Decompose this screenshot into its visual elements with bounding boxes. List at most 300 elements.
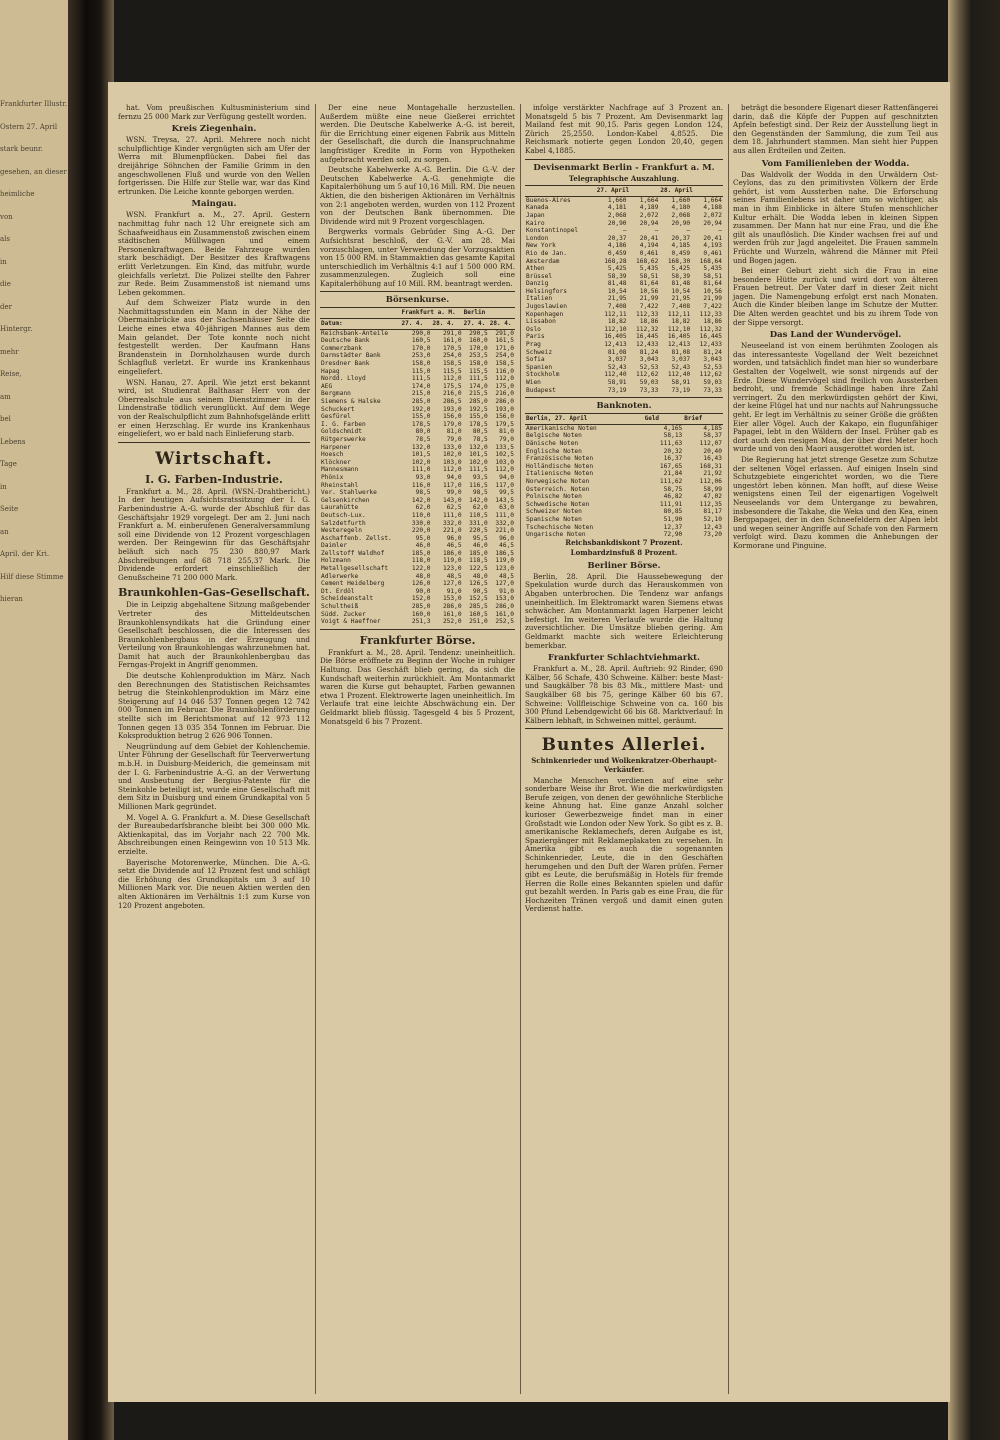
paragraph: Das Waldvolk der Wodda in den Urwäldern Ost-Ceylons, das zu den primitivsten Völkern der Erde gehört, ist vom Aussterben nahe. Die Erforschung seines Familienlebens ist daher um so wichtiger, als man in ihm Einblicke in ältere Stufen menschlicher Kultur erhält. Die Wodda leben in kleinen Sippen zusammen. Der Mann hat nur eine Frau, und die Ehe gilt als unauflöslich. Die Kinder wachsen frei auf und werden früh zur Jagd angeleitet. Die Frauen sammeln Früchte und Wurzeln, während die Männer mit Pfeil und Bogen jagen. xyxy=(733,169,938,265)
row-value: 20,94 xyxy=(703,219,722,227)
table-row xyxy=(525,516,723,524)
row-value: 111,0 xyxy=(411,466,431,474)
row-value: 332,0 xyxy=(495,519,514,527)
row-value: 112,0 xyxy=(442,466,462,474)
row-label: Rütgerswerke xyxy=(321,435,366,443)
row-value: 123,0 xyxy=(442,565,462,573)
paragraph: WSN. Frankfurt a. M., 27. April. Gestern nachmittag fuhr nach 12 Uhr ereignete sich am Schaafweidhaus ein Zusammenstoß zwischen einem städtischen Müllwagen und einem Personenkraftwagen. Beide Fahrzeuge wurden stark beschädigt. Der Besitzer des Kraftwagens erlitt Verletzungen. Ein Kind, das mitfuhr, wurde gleichfalls verletzt. Die Polizei stellte den Fahrer zur Rede. Beim Zusammenstoß ist niemand ums Leben gekommen. xyxy=(118,210,310,297)
row-value: 12,413 xyxy=(667,341,691,349)
newspaper-page xyxy=(108,82,950,1402)
paragraph: hat. Vom preußischen Kultusministerium sind fernzu 25 000 Mark zur Verfügung gestellt worden. xyxy=(118,103,310,121)
table-header: Berlin xyxy=(463,308,515,319)
row-value: 116,5 xyxy=(469,481,488,489)
row-value: 46,0 xyxy=(415,542,431,550)
row-label: Holländische Noten xyxy=(526,462,594,470)
row-value: 52,43 xyxy=(607,363,627,371)
row-value: 186,0 xyxy=(442,549,462,557)
row-label: Helsingfors xyxy=(526,287,567,295)
row-label: Sofia xyxy=(526,356,545,364)
row-label: Athen xyxy=(526,265,545,273)
paragraph: Neuseeland ist von einem berühmten Zoologen als das interessanteste Vogelland der Welt bezeichnet worden, und tatsächlich findet man hier so wunderbare Gestalten der Vogelwelt, wie sonst nirgends auf der Erde. Diese Wundervögel sind freilich von Aussterben bedroht, und fremde Schädlinge haben ihre Zahl verringert. Zu den merkwürdigsten gehört der Kiwi, der keine Flügel hat und nur nachts auf Nahrungssuche geht. Er legt im Verhältnis zu seiner Größe die größten Eier aller Vögel. Auch der Kakapo, ein flugunfähiger Papagei, lebt in den Wäldern der Insel. Früher gab es dort auch den riesigen Moa, der über drei Meter hoch wurde und von den Maori ausgerottet worden ist. xyxy=(733,341,938,454)
row-label: Prag xyxy=(526,341,541,349)
row-value: 58,51 xyxy=(639,272,659,280)
row-value: 5,435 xyxy=(639,265,659,273)
row-value: 112,11 xyxy=(667,310,691,318)
row-value: 123,0 xyxy=(495,565,514,573)
row-value: 3,043 xyxy=(703,356,722,364)
banknote-table xyxy=(525,413,723,539)
row-value: 21,95 xyxy=(671,295,691,303)
row-value: 2,068 xyxy=(671,211,691,219)
table-row xyxy=(320,557,515,565)
row-value: 90,0 xyxy=(415,587,431,595)
row-value: 16,405 xyxy=(667,333,691,341)
table-row xyxy=(320,512,515,520)
gutter-text-line: Tage xyxy=(0,460,17,468)
row-value: 220,5 xyxy=(469,527,488,535)
row-label: Aschaffenb. Zellst. xyxy=(321,534,392,542)
row-value: 192,5 xyxy=(469,405,488,413)
row-label: Schultheiß xyxy=(321,603,359,611)
table-row xyxy=(525,273,723,281)
row-value: 152,5 xyxy=(469,595,488,603)
row-value: 58,51 xyxy=(703,272,722,280)
table-row xyxy=(320,383,515,391)
table-row xyxy=(525,463,723,471)
row-value: 167,65 xyxy=(659,462,683,470)
row-value: 98,5 xyxy=(415,489,431,497)
paragraph: Neugründung auf dem Gebiet der Kohlenchemie. Unter Führung der Gesellschaft für Teerverwertung m.b.H. in Duisburg-Meiderich, die gemeinsam mit der I. G. Farbenindustrie A.-G. an der Verwertung und Ausbeutung der Bergius-Patente für die Steinkohle beteiligt ist, wurde eine Gesellschaft mit dem Sitz in Duisburg und einem Grundkapital von 5 Millionen Mark gegründet. xyxy=(118,741,310,811)
row-label: Lissabon xyxy=(526,318,556,326)
row-value: 122,5 xyxy=(469,565,488,573)
table-row xyxy=(525,493,723,501)
row-value: 103,0 xyxy=(495,458,514,466)
table-row xyxy=(320,580,515,588)
table-row xyxy=(525,478,723,486)
row-value: 12,413 xyxy=(604,341,627,349)
row-value: 10,56 xyxy=(639,287,659,295)
row-value: 115,5 xyxy=(469,367,488,375)
row-value: 18,86 xyxy=(703,318,722,326)
row-label: Deutsch-Lux. xyxy=(321,511,366,519)
row-value: 126,0 xyxy=(411,580,431,588)
row-value: 3,043 xyxy=(639,356,659,364)
row-value: 99,5 xyxy=(499,489,514,497)
row-value: 185,0 xyxy=(411,549,431,557)
row-value: 81,0 xyxy=(499,428,514,436)
table-row xyxy=(320,368,515,376)
row-value: 290,0 xyxy=(411,329,431,337)
divider xyxy=(320,291,515,292)
row-label: Jugoslawien xyxy=(526,303,567,311)
currency-table xyxy=(525,185,723,394)
table-row xyxy=(525,364,723,372)
row-label: Rio de Jan. xyxy=(526,249,567,257)
table-row xyxy=(525,333,723,341)
row-label: Mannesmann xyxy=(321,466,359,474)
row-value: 254,0 xyxy=(495,352,514,360)
row-value: 48,0 xyxy=(472,572,488,580)
row-value: 12,37 xyxy=(663,523,683,531)
row-label: Tschechische Noten xyxy=(526,523,594,531)
row-label: Ungarische Noten xyxy=(526,531,586,539)
row-label: Scheideanstalt xyxy=(321,595,374,603)
row-value: 46,0 xyxy=(472,542,488,550)
row-value: 119,0 xyxy=(442,557,462,565)
table-row xyxy=(320,520,515,528)
gutter-text-line: Ostern 27. April xyxy=(0,122,58,131)
table-row xyxy=(525,311,723,319)
row-value: 12,433 xyxy=(636,341,659,349)
row-value: 221,0 xyxy=(442,527,462,535)
row-value: 174,0 xyxy=(469,382,488,390)
row-value: 174,0 xyxy=(411,382,431,390)
row-label: Italien xyxy=(526,295,553,303)
table-row xyxy=(525,387,723,395)
gutter-text-line: in xyxy=(0,482,7,491)
row-value: 152,0 xyxy=(411,595,431,603)
wirtschaft-heading: Wirtschaft. xyxy=(155,448,273,469)
table-row xyxy=(320,436,515,444)
gutter-text-line: Hintergr. xyxy=(0,325,33,333)
paragraph: Frankfurt a. M., 28. April. Auftrieb: 92 Rinder, 690 Kälber, 56 Schafe, 430 Schweine. Kälber: beste Mast- und Saugkälber 78 bis 83 Mk., mittlere Mast- und Saugkälber 68 bis 75, geringe Kälber 60 bis 67. Schweine: Vollfleischige Schweine von ca. 160 bis 300 Pfund Lebendgewicht 66 bis 68. Marktverlauf: In Kälbern lebhaft, in Schweinen mittel, geräumt. xyxy=(525,664,723,725)
row-label: Schuckert xyxy=(321,405,355,413)
row-label: AEG xyxy=(321,382,333,390)
lombard-rate: Lombardzinsfuß 8 Prozent. xyxy=(570,548,678,558)
row-value: 0,461 xyxy=(639,249,659,257)
row-value: 78,5 xyxy=(415,435,431,443)
row-label: Schweizer Noten xyxy=(526,508,582,516)
table-row xyxy=(320,542,515,550)
row-label: London xyxy=(526,234,549,242)
table-row xyxy=(525,204,723,212)
gutter-text-line: Frankfurter Illustr. xyxy=(0,100,68,108)
row-value: 153,0 xyxy=(495,595,514,603)
gutter-text-line: mehr xyxy=(0,347,19,356)
table-row xyxy=(320,565,515,573)
row-value: 118,0 xyxy=(411,557,431,565)
row-label: Siemens & Halske xyxy=(321,398,381,405)
row-value: 12,43 xyxy=(703,523,722,531)
row-value: 168,31 xyxy=(699,462,722,470)
table-row xyxy=(525,303,723,311)
row-value: 110,0 xyxy=(411,511,431,519)
section-heading: Frankfurter Schlachtviehmarkt. xyxy=(547,653,701,664)
table-row xyxy=(525,508,723,516)
row-value: 81,64 xyxy=(639,280,659,288)
row-value: 133,0 xyxy=(442,443,462,451)
row-value: 215,5 xyxy=(469,390,488,398)
table-row xyxy=(320,406,515,414)
book-binding-edge xyxy=(948,0,1000,1440)
section-heading: Berliner Börse. xyxy=(587,560,661,571)
row-value: 285,0 xyxy=(469,398,488,405)
table-row xyxy=(525,455,723,463)
row-label: Schwedische Noten xyxy=(526,500,590,508)
row-value: 81,64 xyxy=(703,280,722,288)
row-value: 20,40 xyxy=(703,447,722,455)
row-value: 112,62 xyxy=(636,371,659,379)
row-value: 286,0 xyxy=(495,603,514,611)
row-label: Brüssel xyxy=(526,272,553,280)
row-label: Dt. Erdöl xyxy=(321,587,355,595)
gutter-text-line: am xyxy=(0,392,11,401)
row-value: 12,433 xyxy=(699,341,722,349)
column-3 xyxy=(525,104,723,916)
row-label: Adlerwerke xyxy=(321,572,359,580)
row-value: 81,24 xyxy=(639,348,659,356)
table-header: Frankfurt a. M. xyxy=(400,308,462,319)
row-value: 156,0 xyxy=(495,413,514,421)
row-value: 4,165 xyxy=(663,424,683,432)
row-value: 160,0 xyxy=(469,337,488,345)
row-value: 80,0 xyxy=(415,428,431,436)
row-value: 161,5 xyxy=(495,337,514,345)
row-value: — xyxy=(654,227,659,235)
table-row xyxy=(320,345,515,353)
row-value: 112,06 xyxy=(699,477,722,485)
paragraph: Berlin, 28. April. Die Haussebewegung der Spekulation wurde durch das Herauskommen von Abgaben unterbrochen. Die Tendenz war anfangs uneinheitlich. Im Elektromarkt waren Siemens etwas schwächer. Am Montanmarkt lagen Harpener leicht befestigt. Im weiteren Verlaufe wurde die Haltung zuversichtlicher. Die Umsätze blieben gering. Am Geldmarkt machte sich weitere Erleichterung bemerkbar. xyxy=(525,571,723,650)
row-value: 20,41 xyxy=(703,234,722,242)
table-header: Brief xyxy=(683,414,723,425)
row-value: 118,5 xyxy=(469,557,488,565)
table-row xyxy=(320,398,515,406)
table-row xyxy=(320,535,515,543)
row-label: Konstantinopel xyxy=(526,227,579,235)
row-value: 112,40 xyxy=(667,371,691,379)
row-value: 7,422 xyxy=(703,303,722,311)
row-value: 4,181 xyxy=(607,204,627,212)
row-value: — xyxy=(686,227,691,235)
row-value: 143,5 xyxy=(495,496,514,504)
paragraph: Bei einer Geburt zieht sich die Frau in eine besondere Hütte zurück und wird dort von älteren Frauen betreut. Der Vater darf in dieser Zeit nicht jagen. Die Namengebung erfolgt erst nach Monaten. Auch die Kinder bleiben lange im Schutze der Mutter. Die Alten werden geachtet und bis zu ihrem Tode von der Sippe versorgt. xyxy=(733,266,938,327)
row-value: 112,32 xyxy=(699,325,722,333)
row-label: Italienische Noten xyxy=(526,470,594,478)
row-value: 251,3 xyxy=(411,618,431,626)
gutter-text-line: April. der Kri. xyxy=(0,550,50,558)
row-value: 16,445 xyxy=(699,333,722,341)
gutter-text-line: als xyxy=(0,235,11,243)
row-label: Buenos-Aires xyxy=(526,196,571,204)
row-value: 18,86 xyxy=(639,318,659,326)
row-label: Danzig xyxy=(526,280,549,288)
row-label: Salzdetfurth xyxy=(321,519,366,527)
row-value: 216,0 xyxy=(495,390,514,398)
row-label: Belgische Noten xyxy=(526,432,582,440)
table-row xyxy=(525,235,723,243)
row-value: 80,85 xyxy=(663,508,683,516)
row-value: 20,94 xyxy=(639,219,659,227)
row-value: 132,0 xyxy=(469,443,488,451)
row-value: 168,64 xyxy=(699,257,722,265)
row-label: Laurahütte xyxy=(321,504,359,512)
row-value: 98,5 xyxy=(472,489,488,497)
table-row xyxy=(525,227,723,235)
row-value: 115,0 xyxy=(411,367,431,375)
row-value: 95,0 xyxy=(415,534,431,542)
gutter-text-line: die xyxy=(0,280,11,288)
table-header: 27. 4. xyxy=(400,319,431,330)
section-subheading: Schinkenrieder und Wolkenkratzer-Oberhaupt-Verkäufer. xyxy=(531,756,717,774)
row-value: 285,0 xyxy=(411,398,431,405)
row-label: I. G. Farben xyxy=(321,420,366,428)
row-value: 112,0 xyxy=(495,375,514,383)
row-label: Zellstoff Waldhof xyxy=(321,549,385,557)
paragraph: Die in Leipzig abgehaltene Sitzung maßgebender Vertreter des Mitteldeutschen Braunkohlensyndikats hat die Gründung einer Gesellschaft beschlossen, die die Interessen des Braunkohlenbergbaus in der Erzeugung und Verteilung von Braunkohlengas wahrzunehmen hat. Damit hat auch der Braunkohlenbergbau das Ferngas-Projekt in Angriff genommen. xyxy=(118,600,310,670)
row-value: 252,0 xyxy=(442,618,462,626)
row-value: 73,33 xyxy=(703,386,722,394)
row-value: 5,435 xyxy=(703,265,722,273)
table-row xyxy=(525,326,723,334)
row-value: 18,82 xyxy=(671,318,691,326)
table-row xyxy=(525,280,723,288)
row-label: Harpener xyxy=(321,443,351,451)
row-value: 160,0 xyxy=(411,610,431,618)
table-header: 28. 4. xyxy=(489,319,515,330)
row-value: 252,5 xyxy=(495,618,514,626)
table-row xyxy=(525,440,723,448)
row-value: 4,186 xyxy=(607,242,627,250)
row-value: 116,0 xyxy=(495,367,514,375)
row-value: 117,0 xyxy=(495,481,514,489)
table-row xyxy=(320,428,515,436)
row-value: 21,99 xyxy=(703,295,722,303)
row-value: 48,0 xyxy=(415,572,431,580)
section-heading: Vom Familienleben der Wodda. xyxy=(761,158,910,169)
table-row xyxy=(320,466,515,474)
gutter-text-line: der xyxy=(0,302,12,311)
buntes-allerlei-heading: Buntes Allerlei. xyxy=(541,735,707,756)
column-1 xyxy=(118,104,310,912)
row-value: 161,0 xyxy=(442,337,462,345)
row-value: 48,5 xyxy=(446,572,462,580)
table-row xyxy=(320,618,515,626)
row-label: Bergmann xyxy=(321,390,351,398)
table-row xyxy=(525,470,723,478)
row-label: Holzmann xyxy=(321,557,351,565)
row-value: 73,19 xyxy=(607,386,627,394)
row-value: 16,445 xyxy=(636,333,659,341)
row-value: 168,62 xyxy=(636,257,659,265)
row-value: 119,0 xyxy=(495,557,514,565)
section-heading: Braunkohlen-Gas-Gesellschaft. xyxy=(118,586,310,600)
paragraph: WSN. Treysa, 27. April. Mehrere noch nicht schulpflichtige Kinder vergnügten sich am Ufer der Werra mit Blumenpflücken. Dabei fiel das dreijährige Söhnchen der Familie Grimm in den angeschwollenen Fluß und wurde von den Wellen fortgerissen. Die Hilfe zur Stelle war, war das Kind ertrunken. Die Leiche konnte geborgen werden. xyxy=(118,135,310,196)
table-row xyxy=(525,448,723,456)
row-value: 111,62 xyxy=(659,477,683,485)
left-page-gutter xyxy=(0,0,75,1440)
table-title: Börsenkurse. xyxy=(385,295,450,306)
row-value: 16,43 xyxy=(703,455,722,463)
row-value: 220,0 xyxy=(411,527,431,535)
row-value: 1,660 xyxy=(607,196,627,204)
row-value: 111,63 xyxy=(659,439,683,447)
row-value: 112,32 xyxy=(636,325,659,333)
table-row xyxy=(320,573,515,581)
paragraph: beträgt die besondere Eigenart dieser Rattenfängerei darin, daß die Köpfe der Puppen auf geschnitzten Apfeln befestigt sind. Der Reiz der Ausstellung liegt in den Gegenständen der Sammlung, die zum Teil aus dem 18. Jahrhundert stammen. Man sieht hier Puppen aus allen Erdteilen und Zeiten. xyxy=(733,103,938,155)
row-value: 221,0 xyxy=(495,527,514,535)
row-label: Spanische Noten xyxy=(526,515,582,523)
row-value: 4,194 xyxy=(639,242,659,250)
divider xyxy=(118,442,310,443)
row-value: 158,5 xyxy=(442,360,462,368)
table-row xyxy=(320,527,515,535)
row-value: 111,5 xyxy=(469,466,488,474)
row-label: Dresdner Bank xyxy=(321,360,370,368)
table-row xyxy=(320,550,515,558)
row-label: Hapag xyxy=(321,367,340,375)
row-value: 93,5 xyxy=(472,473,488,481)
row-label: Budapest xyxy=(526,386,556,394)
row-value: 330,0 xyxy=(411,519,431,527)
row-value: 155,0 xyxy=(411,413,431,421)
gutter-text-line: bel xyxy=(0,415,11,423)
row-value: 216,0 xyxy=(442,390,462,398)
row-value: 16,37 xyxy=(663,455,683,463)
row-value: 112,0 xyxy=(442,375,462,383)
row-value: 20,37 xyxy=(671,234,691,242)
table-row xyxy=(525,432,723,440)
column-2 xyxy=(320,104,515,728)
row-value: 81,08 xyxy=(607,348,627,356)
row-label: Ver. Stahlwerke xyxy=(321,489,377,497)
row-value: 112,11 xyxy=(604,310,627,318)
table-row xyxy=(320,504,515,512)
row-value: 158,0 xyxy=(411,360,431,368)
row-value: 143,0 xyxy=(442,496,462,504)
table-row xyxy=(525,220,723,228)
row-label: Französische Noten xyxy=(526,455,594,463)
row-value: 59,03 xyxy=(703,379,722,386)
gutter-text-line: Hilf diese Stimme xyxy=(0,572,64,581)
row-value: 155,0 xyxy=(469,413,488,421)
row-value: 47,02 xyxy=(703,493,722,501)
table-header: Geld xyxy=(644,414,684,425)
table-row xyxy=(320,611,515,619)
row-label: Metallgesellschaft xyxy=(321,565,389,573)
divider xyxy=(320,629,515,630)
row-value: 16,405 xyxy=(604,333,627,341)
row-value: 5,425 xyxy=(671,265,691,273)
paragraph: Der eine neue Montagehalle herzustellen. Außerdem müßte eine neue Gießerei errichtet werden. Die Deutsche Kabelwerke A.-G. ist bereit, für die Errichtung einer eigenen Fabrik aus Mitteln der Gesellschaft, die durch die Inanspruchnahme langfristiger Kredite in Form von Hypotheken aufgebracht werden soll, zu sorgen. xyxy=(320,103,515,164)
row-value: 112,0 xyxy=(495,466,514,474)
row-label: Rheinstahl xyxy=(321,481,359,489)
row-value: 79,0 xyxy=(499,435,514,443)
gutter-text-line: Seite xyxy=(0,505,19,513)
row-value: 110,5 xyxy=(469,511,488,519)
row-label: Japan xyxy=(526,211,545,219)
table-row xyxy=(320,421,515,429)
row-value: 251,0 xyxy=(469,618,488,626)
row-value: 52,43 xyxy=(671,363,691,371)
row-value: 10,54 xyxy=(671,287,691,295)
row-value: 142,0 xyxy=(411,496,431,504)
column-rule xyxy=(520,104,521,1394)
row-label: Klöckner xyxy=(321,458,351,466)
row-value: 116,0 xyxy=(411,481,431,489)
row-value: 62,5 xyxy=(446,504,462,512)
row-value: 112,33 xyxy=(699,310,722,318)
gutter-text-line: hieran xyxy=(0,595,23,603)
row-value: 81,24 xyxy=(703,348,722,356)
table-row xyxy=(525,242,723,250)
row-value: 178,5 xyxy=(469,420,488,428)
row-value: 253,0 xyxy=(411,352,431,360)
row-value: 193,0 xyxy=(495,405,514,413)
row-value: 291,0 xyxy=(495,329,514,337)
row-value: 79,0 xyxy=(446,435,462,443)
row-value: 7,408 xyxy=(671,303,691,311)
stock-table xyxy=(320,307,515,625)
